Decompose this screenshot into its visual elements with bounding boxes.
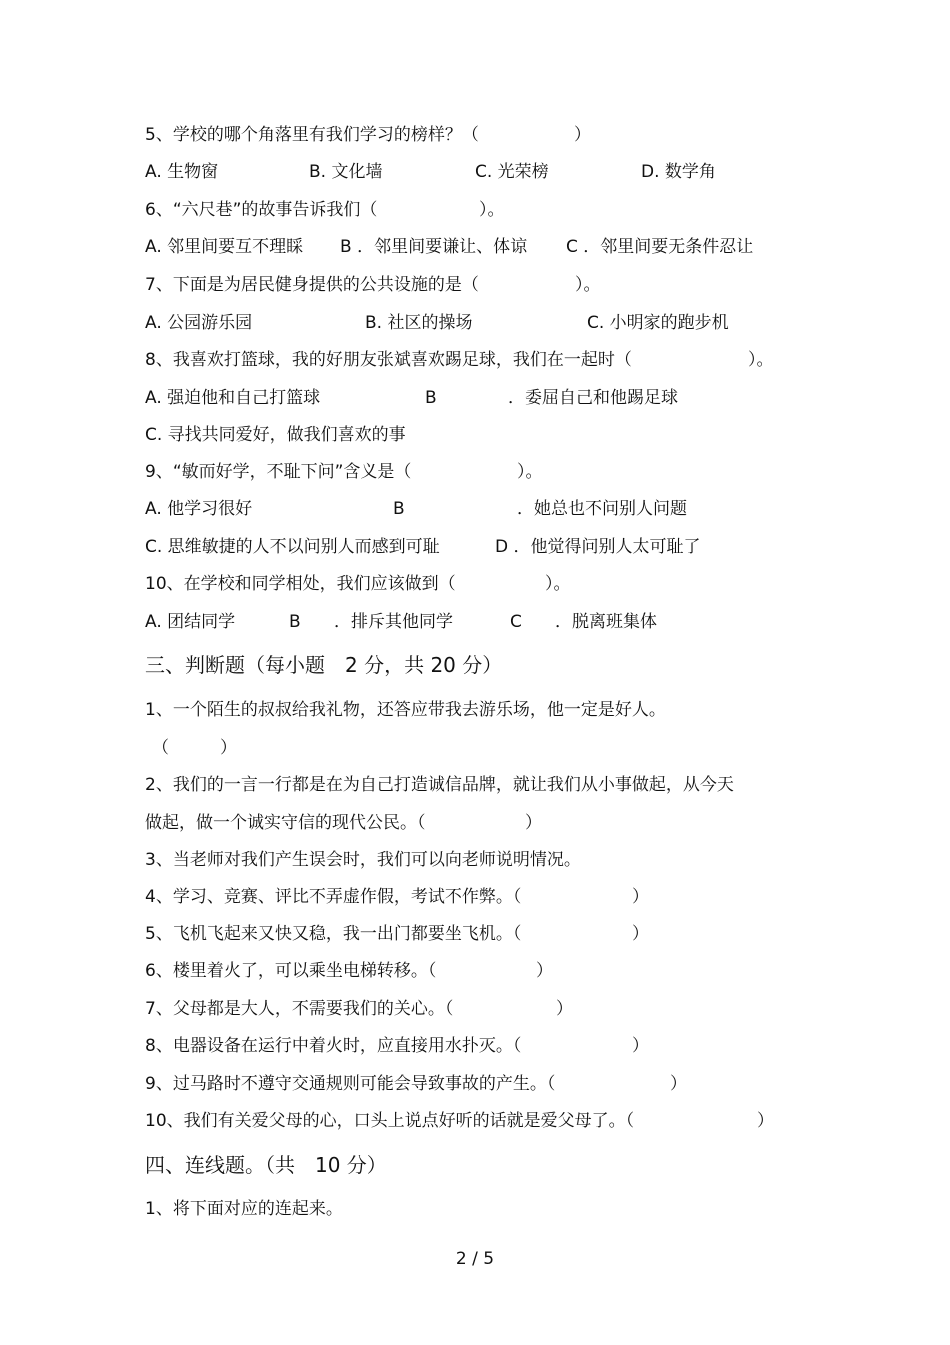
q8-option-a: A. 强迫他和自己打篮球 [145,388,321,408]
s3-item-2: 2、我们的一言一行都是在为自己打造诚信品牌，就让我们从小事做起，从今天 [145,775,734,795]
q6-option-b: B ．邻里间要谦让、体谅 [340,237,528,257]
q8-option-b-letter: B [425,388,437,408]
s3-item-8-close: ） [632,1036,649,1056]
q6-close: ）。 [479,200,505,220]
page-separator: / [472,1249,478,1269]
s3-item-5-close: ） [632,924,649,944]
s3-item-2-close: ） [525,813,542,833]
q9-stem: 9、“敏而好学，不耻下问”含义是（ [145,462,412,482]
s3-item-3: 3、当老师对我们产生误会时，我们可以向老师说明情况。 [145,850,581,870]
section3-heading: 三、判断题（每小题 2 分，共 20 分） [145,653,503,677]
q10-option-b-letter: B [289,612,301,632]
q5-close: ） [574,125,591,145]
q10-option-c-letter: C [510,612,522,632]
section4-heading: 四、连线题。（共 10 分） [145,1153,387,1177]
s3-item-6-close: ） [536,961,553,981]
s3-item-4-close: ） [632,887,649,907]
s3-item-9: 9、过马路时不遵守交通规则可能会导致事故的产生。（ [145,1074,556,1094]
s4-q1: 1、将下面对应的连起来。 [145,1199,343,1219]
q10-stem: 10、在学校和同学相处，我们应该做到（ [145,574,456,594]
q10-option-c-text: ．脱离班集体 [555,612,657,632]
q9-close: ）。 [517,462,543,482]
page-current: 2 [455,1249,467,1269]
s3-item-1-paren: （ ） [152,738,237,758]
s3-item-10: 10、我们有关爱父母的心，口头上说点好听的话就是爱父母了。（ [145,1111,635,1131]
q9-option-d: D ．他觉得问别人太可耻了 [495,537,701,557]
s3-item-4: 4、学习、竞赛、评比不弄虚作假，考试不作弊。（ [145,887,522,907]
s3-item-1: 1、一个陌生的叔叔给我礼物，还答应带我去游乐场，他一定是好人。 [145,700,666,720]
s3-item-6: 6、楼里着火了，可以乘坐电梯转移。（ [145,961,437,981]
q6-stem: 6、“六尺巷”的故事告诉我们（ [145,200,378,220]
q9-option-a: A. 他学习很好 [145,499,253,519]
q9-option-b-text: ．她总也不问别人问题 [517,499,687,519]
q8-option-b-text: ．委屈自己和他踢足球 [508,388,678,408]
page-total: 5 [483,1249,495,1269]
q5-option-c: C. 光荣榜 [475,162,549,182]
q7-stem: 7、下面是为居民健身提供的公共设施的是（ [145,275,479,295]
q7-option-a: A. 公园游乐园 [145,313,253,333]
q10-option-a: A. 团结同学 [145,612,236,632]
s3-item-9-close: ） [670,1074,687,1094]
q7-option-b: B. 社区的操场 [365,313,473,333]
q6-option-a: A. 邻里间要互不理睬 [145,237,304,257]
s3-item-10-close: ） [757,1111,774,1131]
q8-close: ）。 [748,350,774,370]
s3-item-7-close: ） [556,999,573,1019]
q9-option-c: C. 思维敏捷的人不以问别人而感到可耻 [145,537,440,557]
q7-option-c: C. 小明家的跑步机 [587,313,729,333]
q5-option-b: B. 文化墙 [309,162,383,182]
q5-stem: 5、学校的哪个角落里有我们学习的榜样？（ [145,125,479,145]
q5-option-a: A. 生物窗 [145,162,219,182]
s3-item-5: 5、飞机飞起来又快又稳，我一出门都要坐飞机。（ [145,924,522,944]
s3-item-8: 8、电器设备在运行中着火时，应直接用水扑灭。（ [145,1036,522,1056]
page-number [0,1249,950,1269]
q7-close: ）。 [575,275,601,295]
q10-option-b-text: ．排斥其他同学 [334,612,453,632]
q5-option-d: D. 数学角 [641,162,716,182]
s3-item-2-cont: 做起，做一个诚实守信的现代公民。（ [145,813,426,833]
q8-option-c: C. 寻找共同爱好，做我们喜欢的事 [145,425,406,445]
s3-item-7: 7、父母都是大人，不需要我们的关心。（ [145,999,454,1019]
q10-close: ）。 [545,574,571,594]
q8-stem: 8、我喜欢打篮球，我的好朋友张斌喜欢踢足球，我们在一起时（ [145,350,632,370]
q6-option-c: C ．邻里间要无条件忍让 [566,237,754,257]
q9-option-b-letter: B [393,499,405,519]
